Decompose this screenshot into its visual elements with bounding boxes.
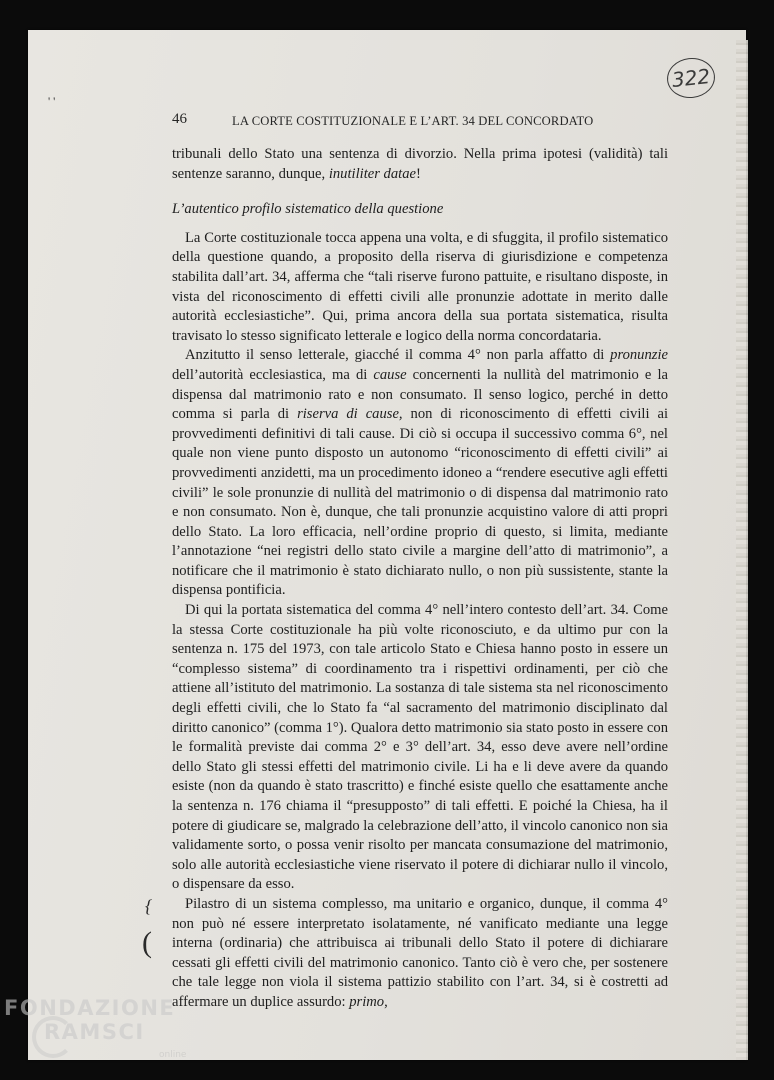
paragraph-3: Anzitutto il senso letterale, giacché il comma 4° non parla affatto di pronunzie dell’autorità ecclesiastica, ma di cause concernenti la nullità del matrimonio e la dispensa dal matrimonio rato e non consumato. Il senso logico, perché in detto comma si parla di riserva di cause, non di riconoscimento di effetti civili ai provvedimenti definitivi di tali cause. Di ciò si occupa il successivo comma 6°, nel quale non viene punto disposto un autonomo “riconoscimento di effetti civili” ai provvedimenti anzidetti, ma un procedimento idoneo a “rendere esecutive agli effetti civili” le sole pronunzie di nullità del matrimonio o di dispensa dal matrimonio rato e non consumato. Non è, dunque, che tali pronunzie acquistino valore di atti propri dello Stato. La loro efficacia, nell’ordine proprio di questo, si limita, mediante l’annotazione “nei registri dello stato civile a margine dell’atto di matrimonio”, a notificare che il matrimonio è stato dichiarato nullo, o non più sussistente, stante la dispensa pontificia. (172, 347, 669, 599)
paragraph-4: Di qui la portata sistematica del comma 4° nell’intero contesto dell’art. 34. Come la stessa Corte costituzionale ha più volte riconosciuto, e da ultimo pur con la sentenza n. 175 del 1973, con tale articolo Stato e Chiesa hanno posto in essere un “complesso sistema” di coordinamento tra i rispettivi ordinamenti, per ciò che attiene all’istituto del matrimonio. La sostanza di tale sistema sta nel riconoscimento degli effetti civili, che lo Stato fa “al sacramento del matrimonio disciplinato dal diritto canonico” (comma 1°). Qualora detto matrimonio sia stato posto in essere con le formalità previste dai comma 2° e 3° dell’art. 34, esso deve avere nell’ordine dello Stato gli stessi effetti del matrimonio civile. Li ha e li deve avere da quando esiste (non da quando è stato trascritto) e finché esiste quello che esattamente anche la sentenza n. 176 chiama il “presupposto” di tali effetti. E poiché la Chiesa, ha il potere di giudicare se, malgrado la celebrazione dell’atto, il vincolo canonico non sia validamente sorto, o possa venir risolto per mancata consumazione del matrimonio, solo alle autorità ecclesiastiche viene riservato il potere di dichiarar nullo il vincolo, o dispensare da esso. (172, 602, 668, 893)
paragraph-1: tribunali dello Stato una sentenza di divorzio. Nella prima ipotesi (validità) tali sentenze saranno, dunque, inutiliter datae! (172, 146, 668, 182)
fondazione-gramsci-watermark (4, 996, 194, 1066)
margin-mark: ( (142, 926, 152, 959)
page-number: 46 (172, 111, 187, 127)
paper-edge (736, 40, 748, 1060)
watermark-online: online (159, 1050, 187, 1060)
body-text (172, 145, 668, 1013)
paragraph-5: Pilastro di un sistema complesso, ma unitario e organico, dunque, il comma 4° non può né essere interpretato isolatamente, né vanificato mediante una legge interna (ordinaria) che attribuisca ai tribunali dello Stato il potere di dichiarare cessati gli effetti civili del matrimonio canonico. Tanto ciò è vero che, per sostenere che tale legge non viola il sistema pattizio stabilito con l’art. 34, si è costretti ad affermare un duplice assurdo: primo, (172, 895, 668, 1010)
margin-annotations (139, 896, 159, 966)
paragraph-2: La Corte costituzionale tocca appena una volta, e di sfuggita, il profilo sistematico della questione quando, a proposito della riserva di giurisdizione e competenza stabilita dall’art. 34, afferma che “tali riserve furono pattuite, e risultano disposte, in vista del riconoscimento di effetti civili alle pronunzie adottate in merito dalle autorità ecclesiastiche”. Qui, prima ancora della sua portata sistematica, risulta travisato lo stesso significato letterale e logico della norma concordataria. (172, 229, 668, 344)
running-head: LA CORTE COSTITUZIONALE E L’ART. 34 DEL CONCORDATO (232, 114, 594, 128)
watermark-line-1: FONDAZIONE (4, 996, 176, 1020)
section-heading: L’autentico profilo sistematico della questione (172, 201, 444, 218)
margin-mark: { (145, 896, 153, 916)
archive-number-stamp: 322 (665, 56, 717, 101)
watermark-line-2: RAMSCI (44, 1020, 145, 1044)
stray-marks: ' ' (48, 94, 56, 108)
page-header (172, 111, 624, 133)
